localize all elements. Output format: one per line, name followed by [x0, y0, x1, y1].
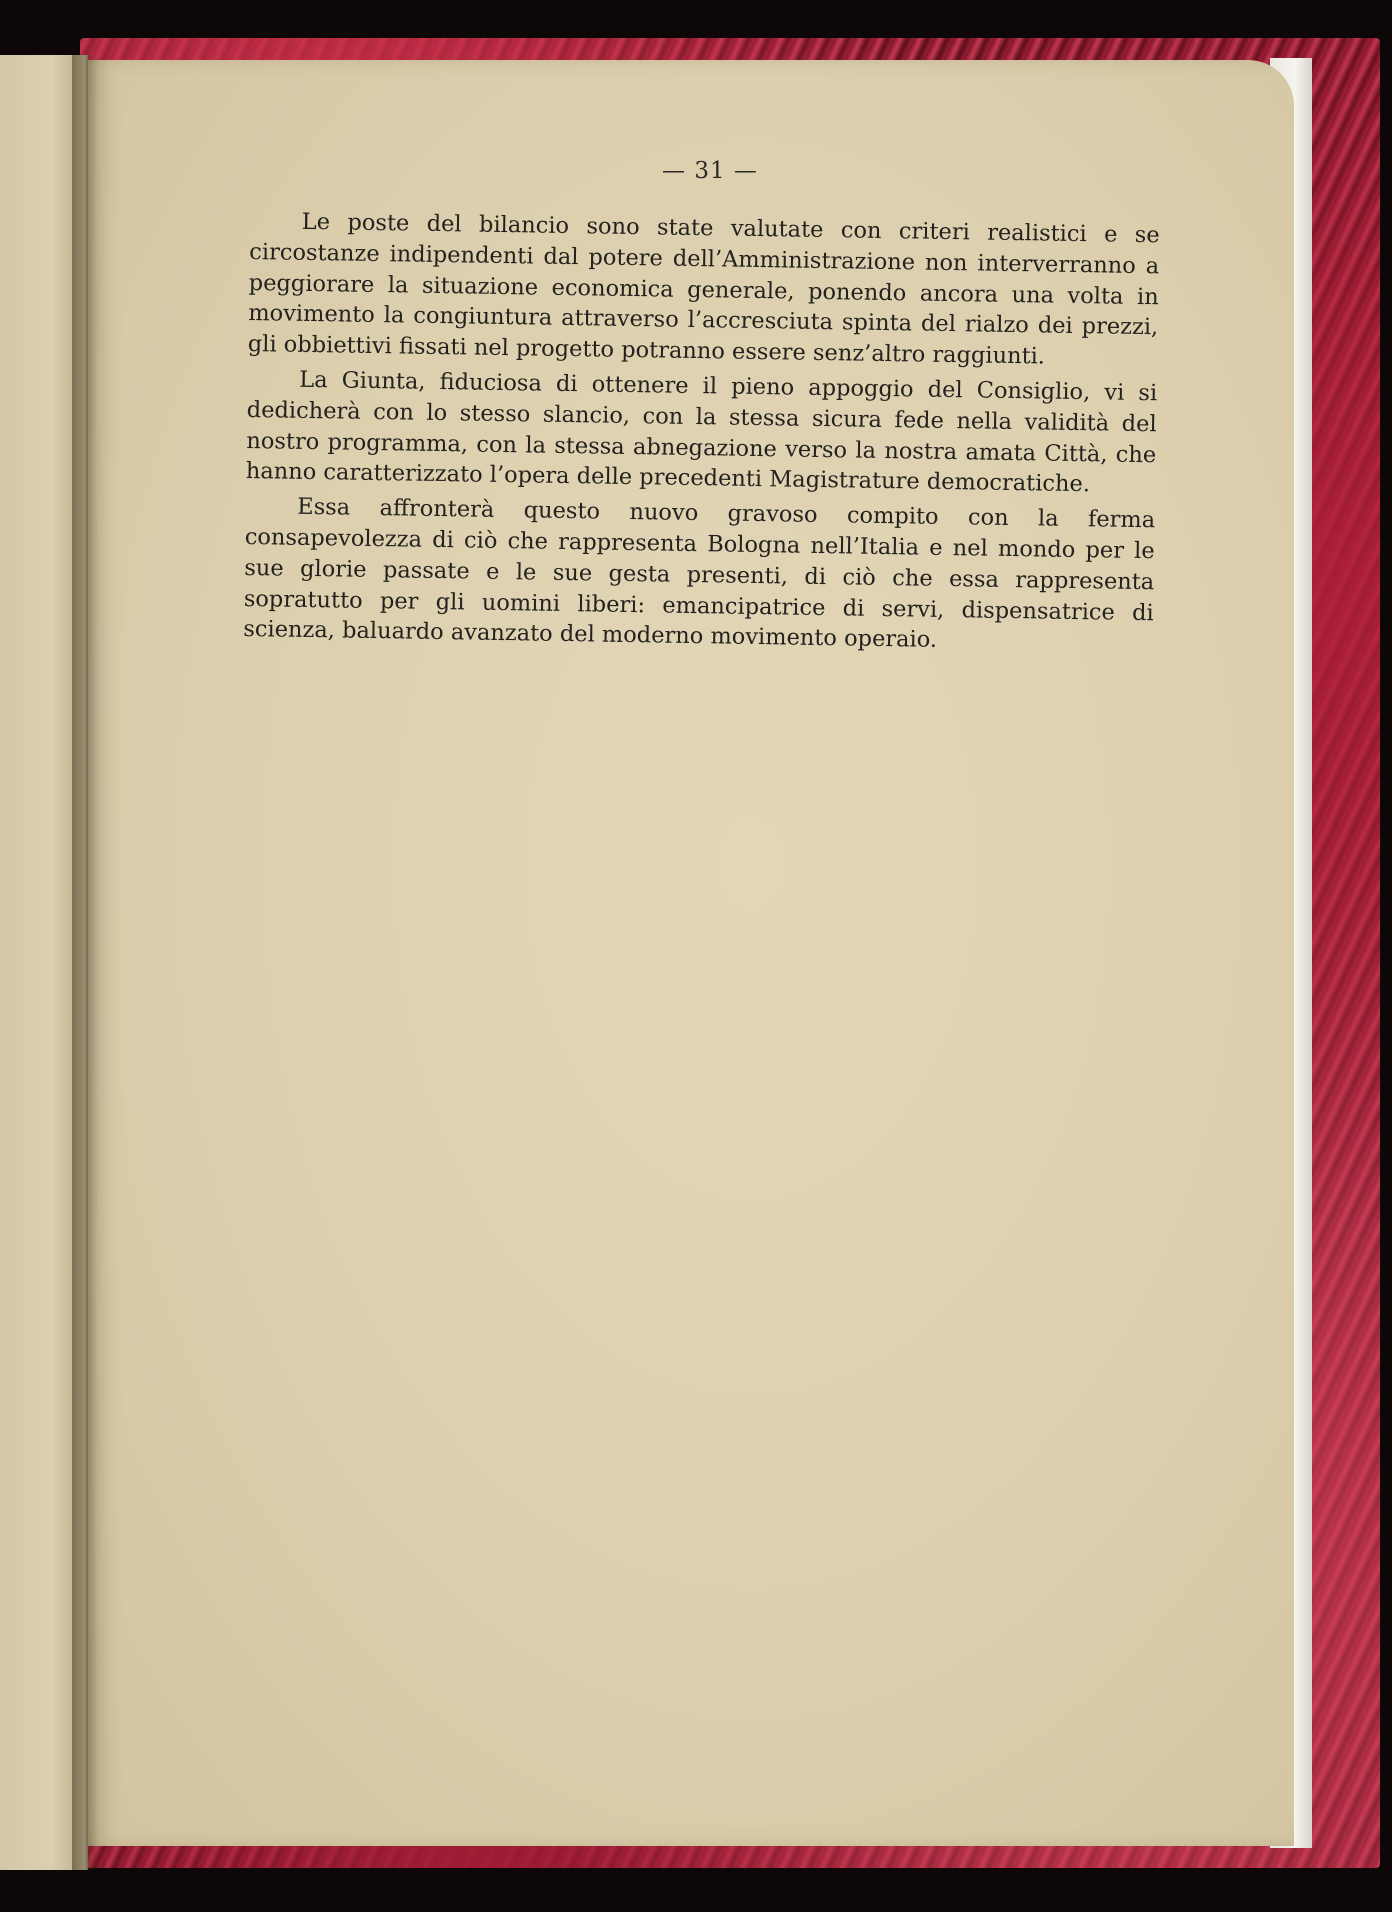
page-number: — 31 —: [662, 158, 758, 184]
paragraph-3: Essa affronterà questo nuovo gravoso compito con la ferma consapevolezza di ciò che rappresenta Bologna nell’Italia e nel mondo per le sue glorie passate e le sue gesta presenti, di ciò che essa rappresenta sopratutto per gli uomini liberi: emancipatrice di servi, dispensatrice di scienza, baluardo avanzato del moderno movimento operaio.: [243, 493, 1156, 654]
body-text: [243, 206, 1160, 659]
paragraph-2: La Giunta, fiduciosa di ottenere il pieno appoggio del Consiglio, vi si dedicherà con lo stesso slancio, con la stessa sicura fede nella validità del nostro programma, con la stessa abnegazione verso la nostra amata Città, che hanno caratterizzato l’opera delle precedenti Magistrature democratiche.: [245, 366, 1158, 498]
paragraph-1: Le poste del bilancio sono state valutate con criteri realistici e se circostanze indipendenti dal potere dell’Amministrazione non interverranno a peggiorare la situazione economica generale, ponendo ancora una volta in movimento la congiuntura attraverso l’accresciuta spinta del rialzo dei prezzi, gli obbiettivi fissati nel progetto potranno essere senz’altro raggiunti.: [247, 208, 1160, 370]
gutter-shadow: [72, 55, 98, 1870]
